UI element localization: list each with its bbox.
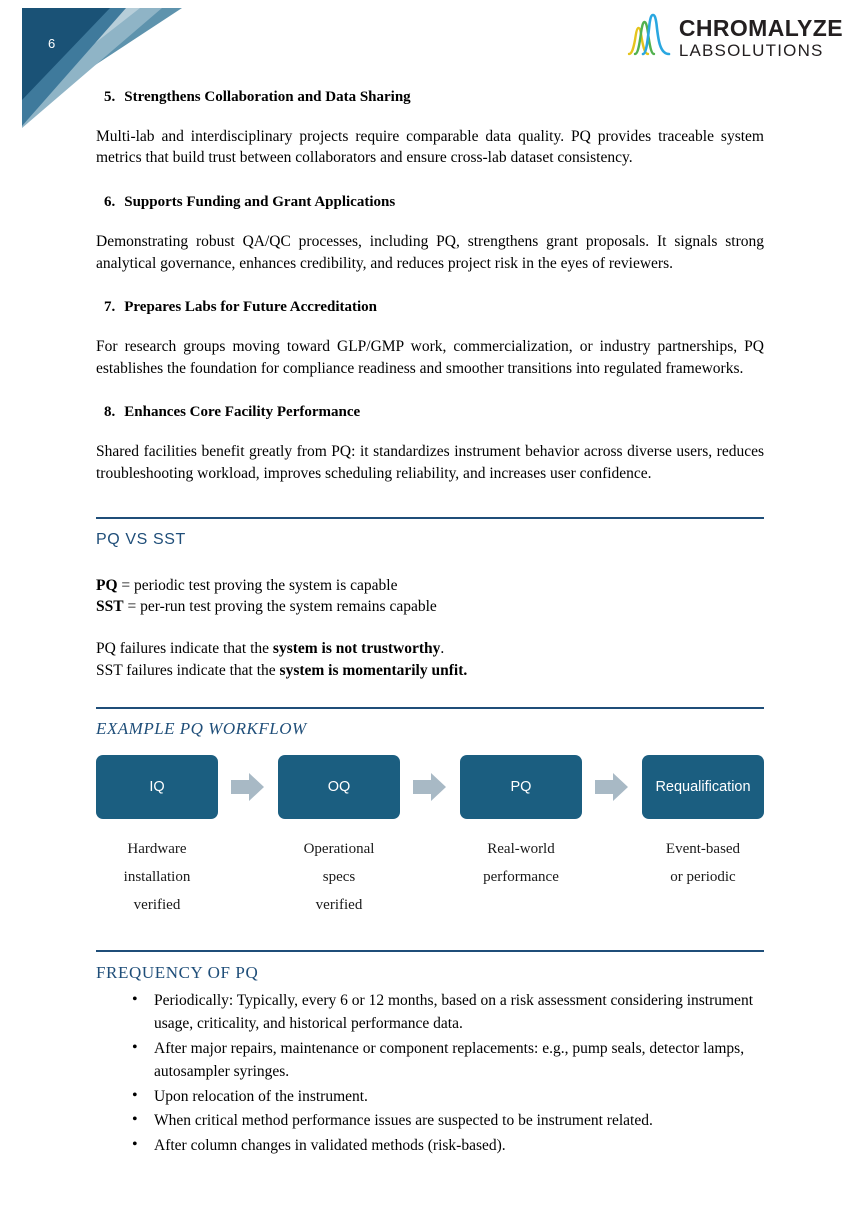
definition-pq-text: = periodic test proving the system is capable [117, 576, 398, 594]
workflow-caption-requalification: Event-based or periodic [665, 841, 741, 885]
logo-brand-subtitle: LABSOLUTIONS [678, 40, 824, 60]
workflow-diagram [96, 755, 764, 919]
frequency-list [96, 989, 764, 1158]
document-content [96, 0, 764, 1158]
workflow-box-pq[interactable]: PQ [460, 755, 582, 819]
list-item: • After major repairs, maintenance or component replacements: e.g., pump seals, detector lamps, autosampler syringes. [154, 1037, 764, 1084]
section-body-8: Shared facilities benefit greatly from PQ: it standardizes instrument behavior across diverse users, reduces troubleshooting workload, improves scheduling reliability, and increases user confidence. [96, 443, 764, 482]
failure-note-sst-lead: SST failures indicate that the [96, 661, 280, 679]
logo-brand-name: CHROMALYZE [678, 14, 843, 41]
section-number-5: 5. [104, 89, 116, 105]
section-number-8: 8. [104, 404, 116, 421]
section-number-6: 6. [104, 194, 116, 211]
definition-sst-term: SST [96, 598, 124, 616]
section-title-5: Strengthens Collaboration and Data Sharing [124, 89, 411, 105]
definition-pq-term: PQ [96, 576, 118, 594]
right-arrow-icon [595, 772, 629, 802]
workflow-box-iq[interactable]: IQ [96, 755, 218, 819]
failure-note-pq-lead: PQ failures indicate that the [96, 639, 273, 657]
section-heading-8 [96, 403, 764, 422]
heading-frequency-of-pq: FREQUENCY OF PQ [96, 962, 259, 982]
list-item: • Periodically: Typically, every 6 or 12 months, based on a risk assessment considering instrument usage, criticality, and historical performance data. [154, 989, 764, 1036]
section-title-6: Supports Funding and Grant Applications [124, 194, 396, 211]
workflow-caption-oq: Operational specs verified [303, 841, 375, 913]
failure-note-sst [96, 660, 764, 682]
section-heading-7 [96, 298, 764, 317]
workflow-step-oq [278, 755, 400, 919]
right-arrow-icon [231, 772, 265, 802]
workflow-caption-pq: Real-world performance [483, 841, 559, 885]
workflow-caption-iq: Hardware installation verified [123, 841, 191, 913]
workflow-arrow-3 [582, 755, 642, 819]
failure-note-pq-emphasis: system is not trustworthy [272, 639, 441, 657]
workflow-step-iq [96, 755, 218, 919]
definition-sst-text: = per-run test proving the system remains capable [123, 598, 437, 616]
workflow-step-pq [460, 755, 582, 892]
section-title-8: Enhances Core Facility Performance [124, 404, 361, 421]
section-heading-6 [96, 193, 764, 212]
workflow-step-requalification [642, 755, 764, 892]
failure-note-pq [96, 638, 764, 660]
failure-note-sst-emphasis: system is momentarily unfit. [279, 661, 468, 679]
section-title-7: Prepares Labs for Future Accreditation [124, 299, 378, 316]
workflow-box-requalification[interactable]: Requalification [642, 755, 764, 819]
section-number-7: 7. [104, 299, 116, 316]
right-arrow-icon [413, 772, 447, 802]
heading-example-workflow: EXAMPLE PQ WORKFLOW [96, 719, 307, 739]
definition-pq [96, 575, 764, 597]
failure-note-pq-tail: . [440, 639, 445, 657]
workflow-arrow-2 [400, 755, 460, 819]
section-body-6: Demonstrating robust QA/QC processes, including PQ, strengthens grant proposals. It signals strong analytical governance, enhances credibility, and reduces project risk in the eyes of reviewers. [96, 232, 764, 272]
list-item: • After column changes in validated methods (risk-based). [154, 1134, 764, 1158]
list-item: • When critical method performance issues are suspected to be instrument related. [154, 1109, 764, 1133]
definition-sst [96, 596, 764, 618]
section-heading-5 [96, 88, 764, 107]
page-number: 6 [48, 36, 56, 51]
workflow-box-oq[interactable]: OQ [278, 755, 400, 819]
list-item: • Upon relocation of the instrument. [154, 1085, 764, 1109]
workflow-arrow-1 [218, 755, 278, 819]
section-body-5: Multi-lab and interdisciplinary projects require comparable data quality. PQ provides traceable system metrics that build trust between collaborators and ensure cross-lab dataset consistency. [96, 127, 764, 167]
section-body-7: For research groups moving toward GLP/GMP work, commercialization, or industry partnerships, PQ establishes the foundation for compliance readiness and smoother transitions into regulated frameworks. [96, 338, 764, 377]
heading-pq-vs-sst: PQ VS SST [96, 530, 186, 548]
